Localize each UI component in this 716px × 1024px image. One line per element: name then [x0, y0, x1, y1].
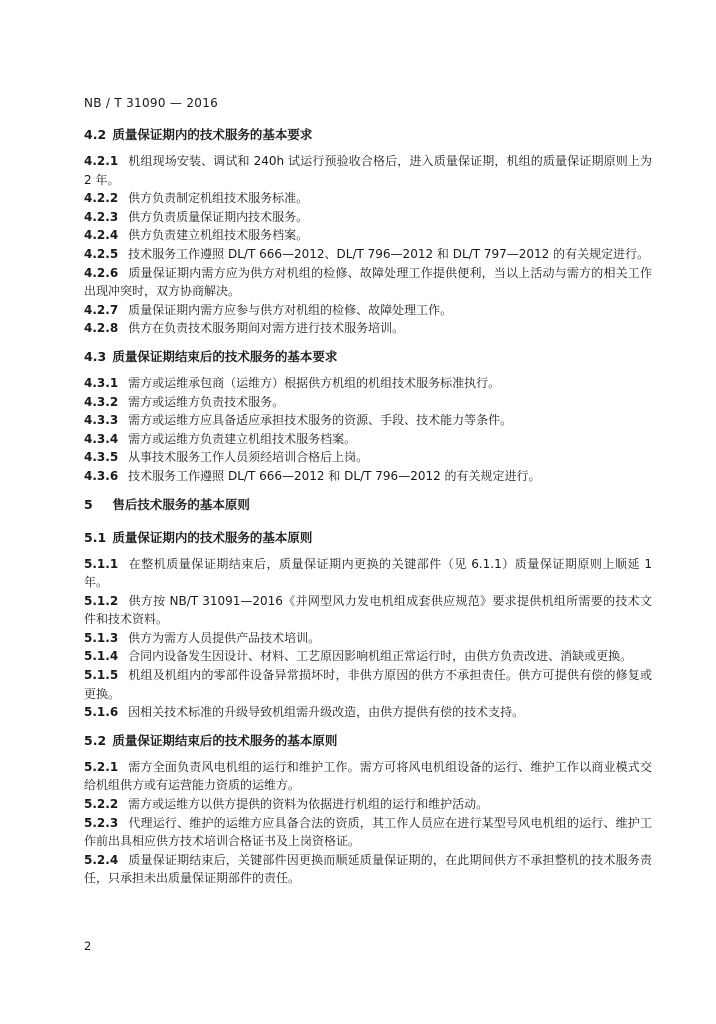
heading-number: 4.3: [84, 348, 107, 364]
page-number: 2: [84, 939, 92, 953]
clause-5-2-3: 5.2.3 代理运行、维护的运维方应具备合法的资质，其工作人员应在进行某型号风电机组的运行、维护工作前出具相应供方技术培训合格证书及上岗资格证。: [84, 815, 652, 849]
heading-number: 5.2: [84, 732, 107, 748]
heading-number: 4.2: [84, 127, 107, 142]
clause-list-4-2: [84, 152, 652, 338]
clause-list-4-3: [84, 374, 652, 486]
clause-5-2-2: 5.2.2 需方或运维方以供方提供的资料为依据进行机组的运行和维护活动。: [84, 797, 489, 812]
heading-number: 5: [84, 496, 93, 512]
heading-text: 售后技术服务的基本原则: [112, 496, 250, 512]
clause-4-2-4: 4.2.4 供方负责建立机组技术服务档案。: [84, 228, 309, 243]
heading-text: 质量保证期内的技术服务的基本要求: [112, 127, 313, 142]
clause-4-2-2: 4.2.2 供方负责制定机组技术服务标准。: [84, 191, 309, 206]
clause-4-3-3: 4.3.3 需方或运维方应具备适应承担技术服务的资源、手段、技术能力等条件。: [84, 413, 513, 428]
section-heading-5-1: [84, 528, 652, 547]
clause-list-5-2: [84, 758, 652, 888]
heading-text: 质量保证期结束后的技术服务的基本要求: [112, 348, 338, 364]
clause-5-1-2: 5.1.2 供方按 NB/T 31091—2016《并网型风力发电机组成套供应规范》要求提供机组所需要的技术文件和技术资料。: [84, 593, 652, 627]
section-heading-5-2: [84, 731, 652, 750]
clause-4-2-6: 4.2.6 质量保证期内需方应为供方对机组的检修、故障处理工作提供便利，当以上活动与需方的相关工作出现冲突时，双方协商解决。: [84, 265, 652, 299]
clause-4-2-7: 4.2.7 质量保证期内需方应参与供方对机组的检修、故障处理工作。: [84, 302, 453, 317]
clause-4-2-5: 4.2.5 技术服务工作遵照 DL/T 666—2012、DL/T 796—2012 和 DL/T 797—2012 的有关规定进行。: [84, 246, 650, 261]
clause-4-2-3: 4.2.3 供方负责质量保证期内技术服务。: [84, 209, 309, 224]
standard-number-header: NB / T 31090 — 2016: [84, 96, 219, 110]
clause-5-1-3: 5.1.3 供方为需方人员提供产品技术培训。: [84, 630, 321, 645]
clause-5-1-6: 5.1.6 因相关技术标准的升级导致机组需升级改造，由供方提供有偿的技术支持。: [84, 705, 525, 720]
clause-4-2-1: 4.2.1 机组现场安装、调试和 240h 试运行预验收合格后，进入质量保证期，机组的质量保证期原则上为 2 年。: [84, 154, 652, 187]
clause-5-1-4: 5.1.4 合同内设备发生因设计、材料、工艺原因影响机组正常运行时，由供方负责改进、消缺或更换。: [84, 649, 633, 664]
clause-4-3-5: 4.3.5 从事技术服务工作人员须经培训合格后上岗。: [84, 450, 369, 465]
clause-5-1-1: 5.1.1 在整机质量保证期结束后，质量保证期内更换的关键部件（见 6.1.1）质量保证期原则上顺延 1 年。: [84, 556, 652, 590]
clause-5-2-1: 5.2.1 需方全面负责风电机组的运行和维护工作。需方可将风电机组设备的运行、维护工作以商业模式交给机组供方或有运营能力资质的运维方。: [84, 759, 652, 793]
clause-4-2-8: 4.2.8 供方在负责技术服务期间对需方进行技术服务培训。: [84, 321, 405, 336]
clause-4-3-2: 4.3.2 需方或运维方负责技术服务。: [84, 394, 285, 409]
clause-4-3-6: 4.3.6 技术服务工作遵照 DL/T 666—2012 和 DL/T 796—2012 的有关规定进行。: [84, 468, 541, 483]
clause-list-5-1: [84, 555, 652, 722]
section-heading-4-2: [84, 125, 652, 144]
section-heading-4-3: [84, 347, 652, 366]
clause-5-2-4: 5.2.4 质量保证期结束后，关键部件因更换而顺延质量保证期的，在此期间供方不承担整机的技术服务责任，只承担未出质量保证期部件的责任。: [84, 852, 652, 886]
heading-number: 5.1: [84, 529, 107, 545]
heading-text: 质量保证期结束后的技术服务的基本原则: [112, 732, 338, 748]
section-heading-5: [84, 495, 652, 514]
document-body: [84, 125, 652, 888]
clause-4-3-4: 4.3.4 需方或运维方负责建立机组技术服务档案。: [84, 431, 357, 446]
clause-4-3-1: 4.3.1 需方或运维承包商（运维方）根据供方机组的机组技术服务标准执行。: [84, 375, 501, 390]
clause-5-1-5: 5.1.5 机组及机组内的零部件设备异常损坏时，非供方原因的供方不承担责任。供方可提供有偿的修复或更换。: [84, 668, 652, 701]
heading-text: 质量保证期内的技术服务的基本原则: [112, 529, 313, 545]
